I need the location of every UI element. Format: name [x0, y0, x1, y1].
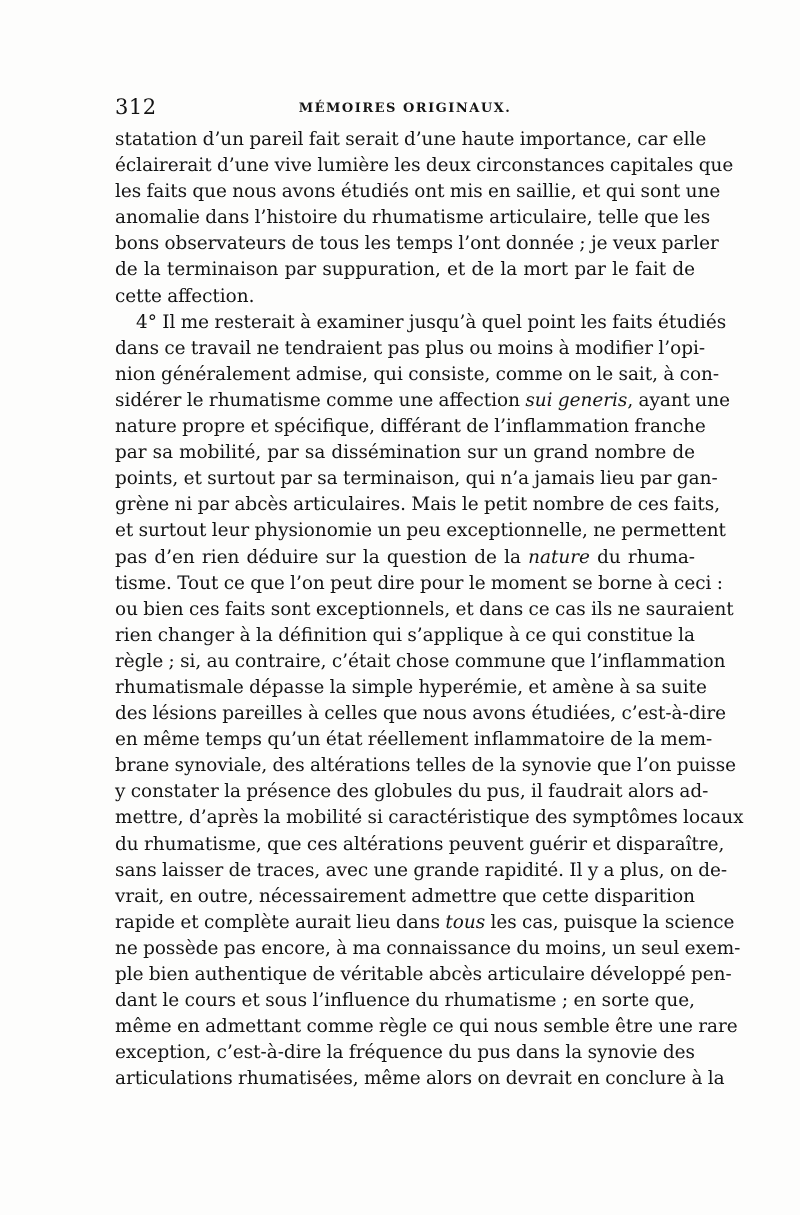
text-line: y constater la présence des globules du pus, il faudrait alors ad-: [115, 781, 709, 803]
text-segment: sidérer le rhumatisme comme une affection: [115, 389, 526, 411]
text-line: ple bien authentique de véritable abcès articulaire développé pen-: [115, 964, 732, 985]
text-line: rien changer à la définition qui s’applique à ce qui constitue la: [115, 624, 695, 646]
text-segment: pas d’en rien déduire sur la question de la: [115, 546, 529, 568]
text-segment: du rhuma-: [589, 546, 695, 568]
text-line: statation d’un pareil fait serait d’une haute importance, car elle: [115, 129, 707, 150]
running-head: MÉMOIRES ORIGINAUX.: [298, 101, 512, 116]
text-line: sans laisser de traces, avec une grande rapidité. Il y a plus, on de-: [115, 859, 728, 881]
body-text: [115, 127, 744, 1092]
text-line: exception, c’est-à-dire la fréquence du pus dans la synovie des: [115, 1042, 695, 1064]
text-line: [115, 388, 730, 414]
text-line: règle ; si, au contraire, c’était chose commune que l’inflammation: [115, 650, 726, 672]
text-line: [115, 910, 735, 936]
text-line: 4° Il me resterait à examiner jusqu’à quel point les faits étudiés: [136, 311, 727, 333]
text-line: des lésions pareilles à celles que nous avons étudiées, c’est-à-dire: [115, 703, 727, 725]
text-line: dans ce travail ne tendraient pas plus ou moins à modifier l’opi-: [115, 337, 706, 359]
italic-term: sui generis: [525, 389, 628, 411]
text-line: cette affection.: [115, 285, 255, 307]
text-segment: rapide et complète aurait lieu dans: [115, 911, 446, 933]
text-line: vrait, en outre, nécessairement admettre que cette disparition: [115, 885, 695, 907]
text-line: ne possède pas encore, à ma connaissance du moins, un seul exem-: [115, 937, 741, 959]
text-line: brane synoviale, des altérations telles de la synovie que l’on puisse: [115, 755, 737, 777]
text-line: points, et surtout par sa terminaison, qui n’a jamais lieu par gan-: [115, 468, 718, 490]
page-number: 312: [115, 95, 157, 119]
text-line: grène ni par abcès articulaires. Mais le petit nombre de ces faits,: [115, 494, 721, 516]
text-line: rhumatismale dépasse la simple hyperémie, et amène à sa suite: [115, 676, 707, 698]
text-segment: les cas, puisque la science: [485, 911, 735, 933]
text-line: éclairerait d’une vive lumière les deux circonstances capitales que: [115, 155, 734, 177]
text-line: tisme. Tout ce que l’on peut dire pour le moment se borne à ceci :: [115, 572, 723, 594]
page-header: [115, 95, 695, 125]
text-line: mettre, d’après la mobilité si caractéristique des symptômes locaux: [115, 807, 744, 829]
text-line: les faits que nous avons étudiés ont mis en saillie, et qui sont une: [115, 181, 721, 203]
text-segment: , ayant une: [627, 389, 730, 411]
text-line: de la terminaison par suppuration, et de la mort par le fait de: [115, 259, 695, 281]
text-line: nion généralement admise, qui consiste, comme on le sait, à con-: [115, 363, 720, 385]
text-line: du rhumatisme, que ces altérations peuvent guérir et disparaître,: [115, 833, 725, 855]
text-line: bons observateurs de tous les temps l’ont donnée ; je veux parler: [115, 233, 719, 255]
text-line: par sa mobilité, par sa dissémination sur un grand nombre de: [115, 442, 695, 464]
text-line: dant le cours et sous l’influence du rhumatisme ; en sorte que,: [115, 990, 695, 1012]
text-line: en même temps qu’un état réellement inflammatoire de la mem-: [115, 729, 713, 751]
text-line: et surtout leur physionomie un peu exceptionnelle, ne permettent: [115, 520, 726, 542]
text-line: articulations rhumatisées, même alors on devrait en conclure à la: [115, 1068, 725, 1090]
text-line: même en admettant comme règle ce qui nous semble être une rare: [115, 1016, 738, 1038]
italic-term: tous: [445, 911, 486, 933]
text-line: anomalie dans l’histoire du rhumatisme articulaire, telle que les: [115, 207, 711, 229]
text-line: ou bien ces faits sont exceptionnels, et dans ce cas ils ne sauraient: [115, 598, 734, 620]
text-line: nature propre et spécifique, différant de l’inflammation franche: [115, 416, 706, 438]
italic-term: nature: [528, 546, 590, 568]
text-line: [115, 545, 695, 571]
